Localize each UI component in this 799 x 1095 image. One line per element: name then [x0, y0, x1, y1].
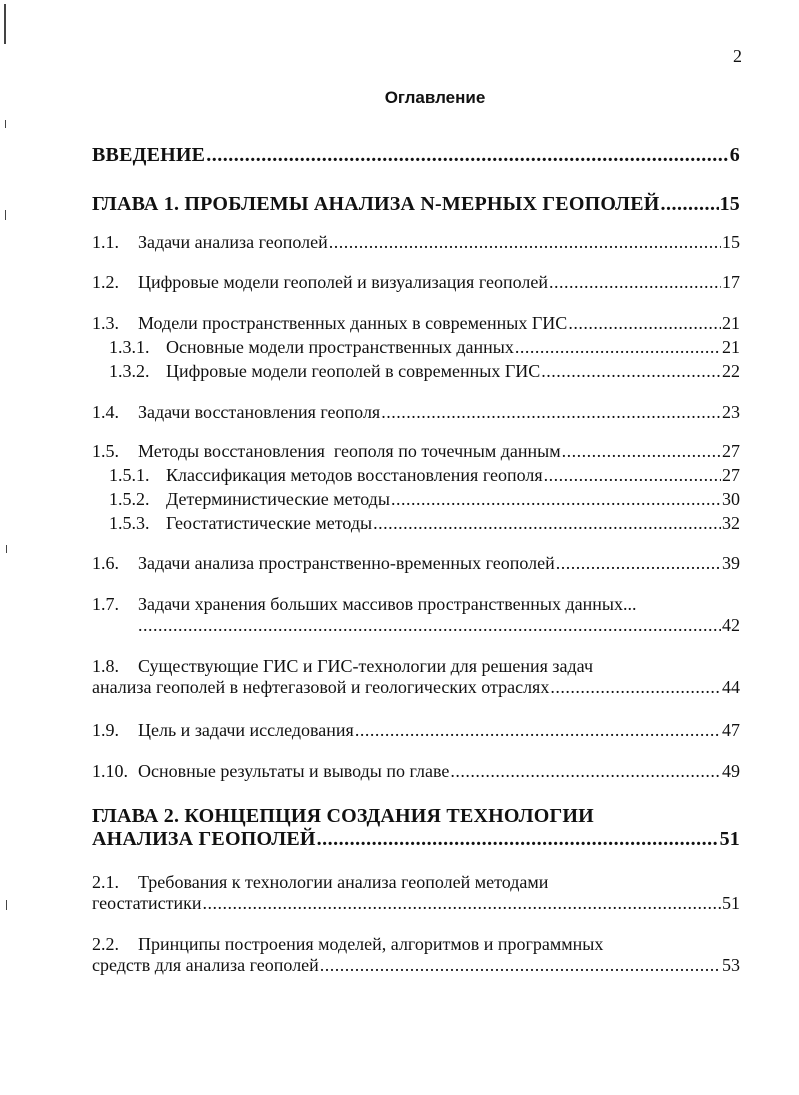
toc-entry-1-4[interactable]	[92, 402, 740, 423]
page-number: 2	[733, 46, 742, 66]
toc-dot-leader	[391, 489, 721, 510]
toc-entry-number: 1.1.	[92, 232, 119, 252]
scan-mark	[4, 4, 6, 44]
toc-entry-chapter-2[interactable]	[92, 805, 740, 851]
toc-entry-title: Основные результаты и выводы по главе	[138, 761, 450, 781]
toc-entry-title: ГЛАВА 1. ПРОБЛЕМЫ АНАЛИЗА N-МЕРНЫХ ГЕОПОЛЕЙ	[92, 193, 660, 215]
toc-page-number: 21	[722, 337, 740, 357]
toc-entry-1-3-1[interactable]	[109, 337, 740, 358]
toc-entry-1-2[interactable]	[92, 272, 740, 293]
toc-dot-leader	[203, 893, 721, 914]
toc-entry-title: Задачи хранения больших массивов пространственных данных...	[138, 594, 637, 614]
toc-entry-title-line-1: ГЛАВА 2. КОНЦЕПЦИЯ СОЗДАНИЯ ТЕХНОЛОГИИ	[92, 805, 594, 827]
toc-dot-leader	[562, 441, 721, 462]
toc-page-number: 6	[729, 144, 740, 166]
toc-dot-leader	[544, 465, 721, 486]
toc-entry-1-1[interactable]	[92, 232, 740, 253]
toc-entry-title: Цифровые модели геополей и визуализация геополей	[138, 272, 548, 292]
toc-entry-number: 1.6.	[92, 553, 119, 573]
toc-page-number: 27	[722, 465, 740, 485]
toc-entry-number: 1.7.	[92, 594, 119, 614]
toc-entry-2-2[interactable]	[92, 934, 740, 976]
toc-entry-number: 1.2.	[92, 272, 119, 292]
toc-dot-leader	[206, 144, 729, 167]
toc-dot-leader	[661, 193, 719, 216]
scan-mark	[6, 545, 7, 553]
toc-entry-1-8[interactable]	[92, 656, 740, 698]
toc-page-number: 23	[722, 402, 740, 422]
toc-entry-intro[interactable]	[92, 144, 740, 167]
toc-page-number: 42	[722, 615, 740, 635]
scan-mark	[5, 210, 6, 220]
toc-dot-leader	[329, 232, 721, 253]
toc-entry-title-line-2: средств для анализа геополей	[92, 955, 319, 975]
toc-page-number: 47	[722, 720, 740, 740]
toc-entry-title-line-1: Принципы построения моделей, алгоритмов и программных	[138, 934, 604, 954]
toc-page-number: 51	[719, 828, 740, 850]
toc-dot-leader	[317, 828, 719, 851]
toc-dot-leader	[373, 513, 721, 534]
toc-entry-title-line-2: анализа геополей в нефтегазовой и геологических отраслях	[92, 677, 550, 697]
toc-page-number: 27	[722, 441, 740, 461]
toc-entry-title: Детерминистические методы	[166, 489, 390, 509]
toc-entry-number: 1.3.1.	[109, 337, 150, 357]
toc-page-number: 44	[722, 677, 740, 697]
toc-dot-leader	[549, 272, 721, 293]
toc-dot-leader	[541, 361, 721, 382]
toc-entry-number: 1.3.	[92, 313, 119, 333]
toc-entry-title: Классификация методов восстановления геополя	[166, 465, 543, 485]
toc-page-number: 21	[722, 313, 740, 333]
toc-entry-title-line-2: АНАЛИЗА ГЕОПОЛЕЙ	[92, 828, 316, 850]
toc-entry-number: 1.8.	[92, 656, 119, 676]
toc-entry-number: 1.5.3.	[109, 513, 150, 533]
toc-entry-number: 2.2.	[92, 934, 119, 954]
toc-entry-1-5-3[interactable]	[109, 513, 740, 534]
toc-entry-1-5-2[interactable]	[109, 489, 740, 510]
toc-entry-number: 1.5.1.	[109, 465, 150, 485]
scan-mark	[5, 120, 6, 128]
toc-entry-title-line-1: Требования к технологии анализа геополей методами	[138, 872, 549, 892]
toc-dot-leader	[450, 761, 721, 782]
toc-entry-1-9[interactable]	[92, 720, 740, 741]
toc-entry-chapter-1[interactable]	[92, 193, 740, 216]
toc-dot-leader	[568, 313, 721, 334]
toc-entry-title: Методы восстановления геополя по точечным данным	[138, 441, 561, 461]
toc-entry-number: 2.1.	[92, 872, 119, 892]
toc-entry-number: 1.3.2.	[109, 361, 150, 381]
toc-page-number: 39	[722, 553, 740, 573]
toc-entry-title-line-2: геостатистики	[92, 893, 202, 913]
toc-entry-1-6[interactable]	[92, 553, 740, 574]
page-title: Оглавление	[384, 88, 486, 107]
toc-entry-number: 1.5.2.	[109, 489, 150, 509]
toc-entry-2-1[interactable]	[92, 872, 740, 914]
toc-dot-leader	[550, 677, 721, 698]
toc-entry-title: Задачи анализа пространственно-временных геополей	[138, 553, 555, 573]
toc-entry-number: 1.4.	[92, 402, 119, 422]
toc-entry-number: 1.5.	[92, 441, 119, 461]
toc-entry-number: 1.10.	[92, 761, 128, 781]
toc-entry-1-10[interactable]	[92, 761, 740, 782]
toc-page-number: 17	[722, 272, 740, 292]
toc-page-number: 15	[722, 232, 740, 252]
toc-entry-1-5[interactable]	[92, 441, 740, 462]
toc-entry-1-5-1[interactable]	[109, 465, 740, 486]
toc-page-number: 15	[719, 193, 740, 215]
toc-dot-leader	[556, 553, 721, 574]
toc-page-number: 51	[722, 893, 740, 913]
toc-page-number: 53	[722, 955, 740, 975]
toc-entry-number: 1.9.	[92, 720, 119, 740]
toc-page-number: 32	[722, 513, 740, 533]
toc-dot-leader	[138, 615, 721, 636]
toc-page-number: 22	[722, 361, 740, 381]
toc-entry-title: Задачи анализа геополей	[138, 232, 328, 252]
toc-entry-title-line-1: Существующие ГИС и ГИС-технологии для решения задач	[138, 656, 594, 676]
toc-entry-title: Цель и задачи исследования	[138, 720, 354, 740]
toc-entry-title: Задачи восстановления геополя	[138, 402, 381, 422]
toc-page-number: 30	[722, 489, 740, 509]
toc-entry-title: Модели пространственных данных в современных ГИС	[138, 313, 568, 333]
toc-dot-leader	[320, 955, 721, 976]
toc-dot-leader	[381, 402, 721, 423]
toc-dot-leader	[355, 720, 721, 741]
toc-entry-title: ВВЕДЕНИЕ	[92, 144, 206, 166]
toc-page-number: 49	[722, 761, 740, 781]
scan-mark	[6, 900, 7, 910]
toc-entry-1-3-2[interactable]	[109, 361, 740, 382]
toc-entry-title: Цифровые модели геополей в современных ГИС	[166, 361, 541, 381]
toc-entry-title: Основные модели пространственных данных	[166, 337, 514, 357]
toc-entry-1-3[interactable]	[92, 313, 740, 334]
toc-dot-leader	[515, 337, 721, 358]
toc-entry-title: Геостатистические методы	[166, 513, 373, 533]
toc-entry-1-7[interactable]	[92, 594, 740, 636]
